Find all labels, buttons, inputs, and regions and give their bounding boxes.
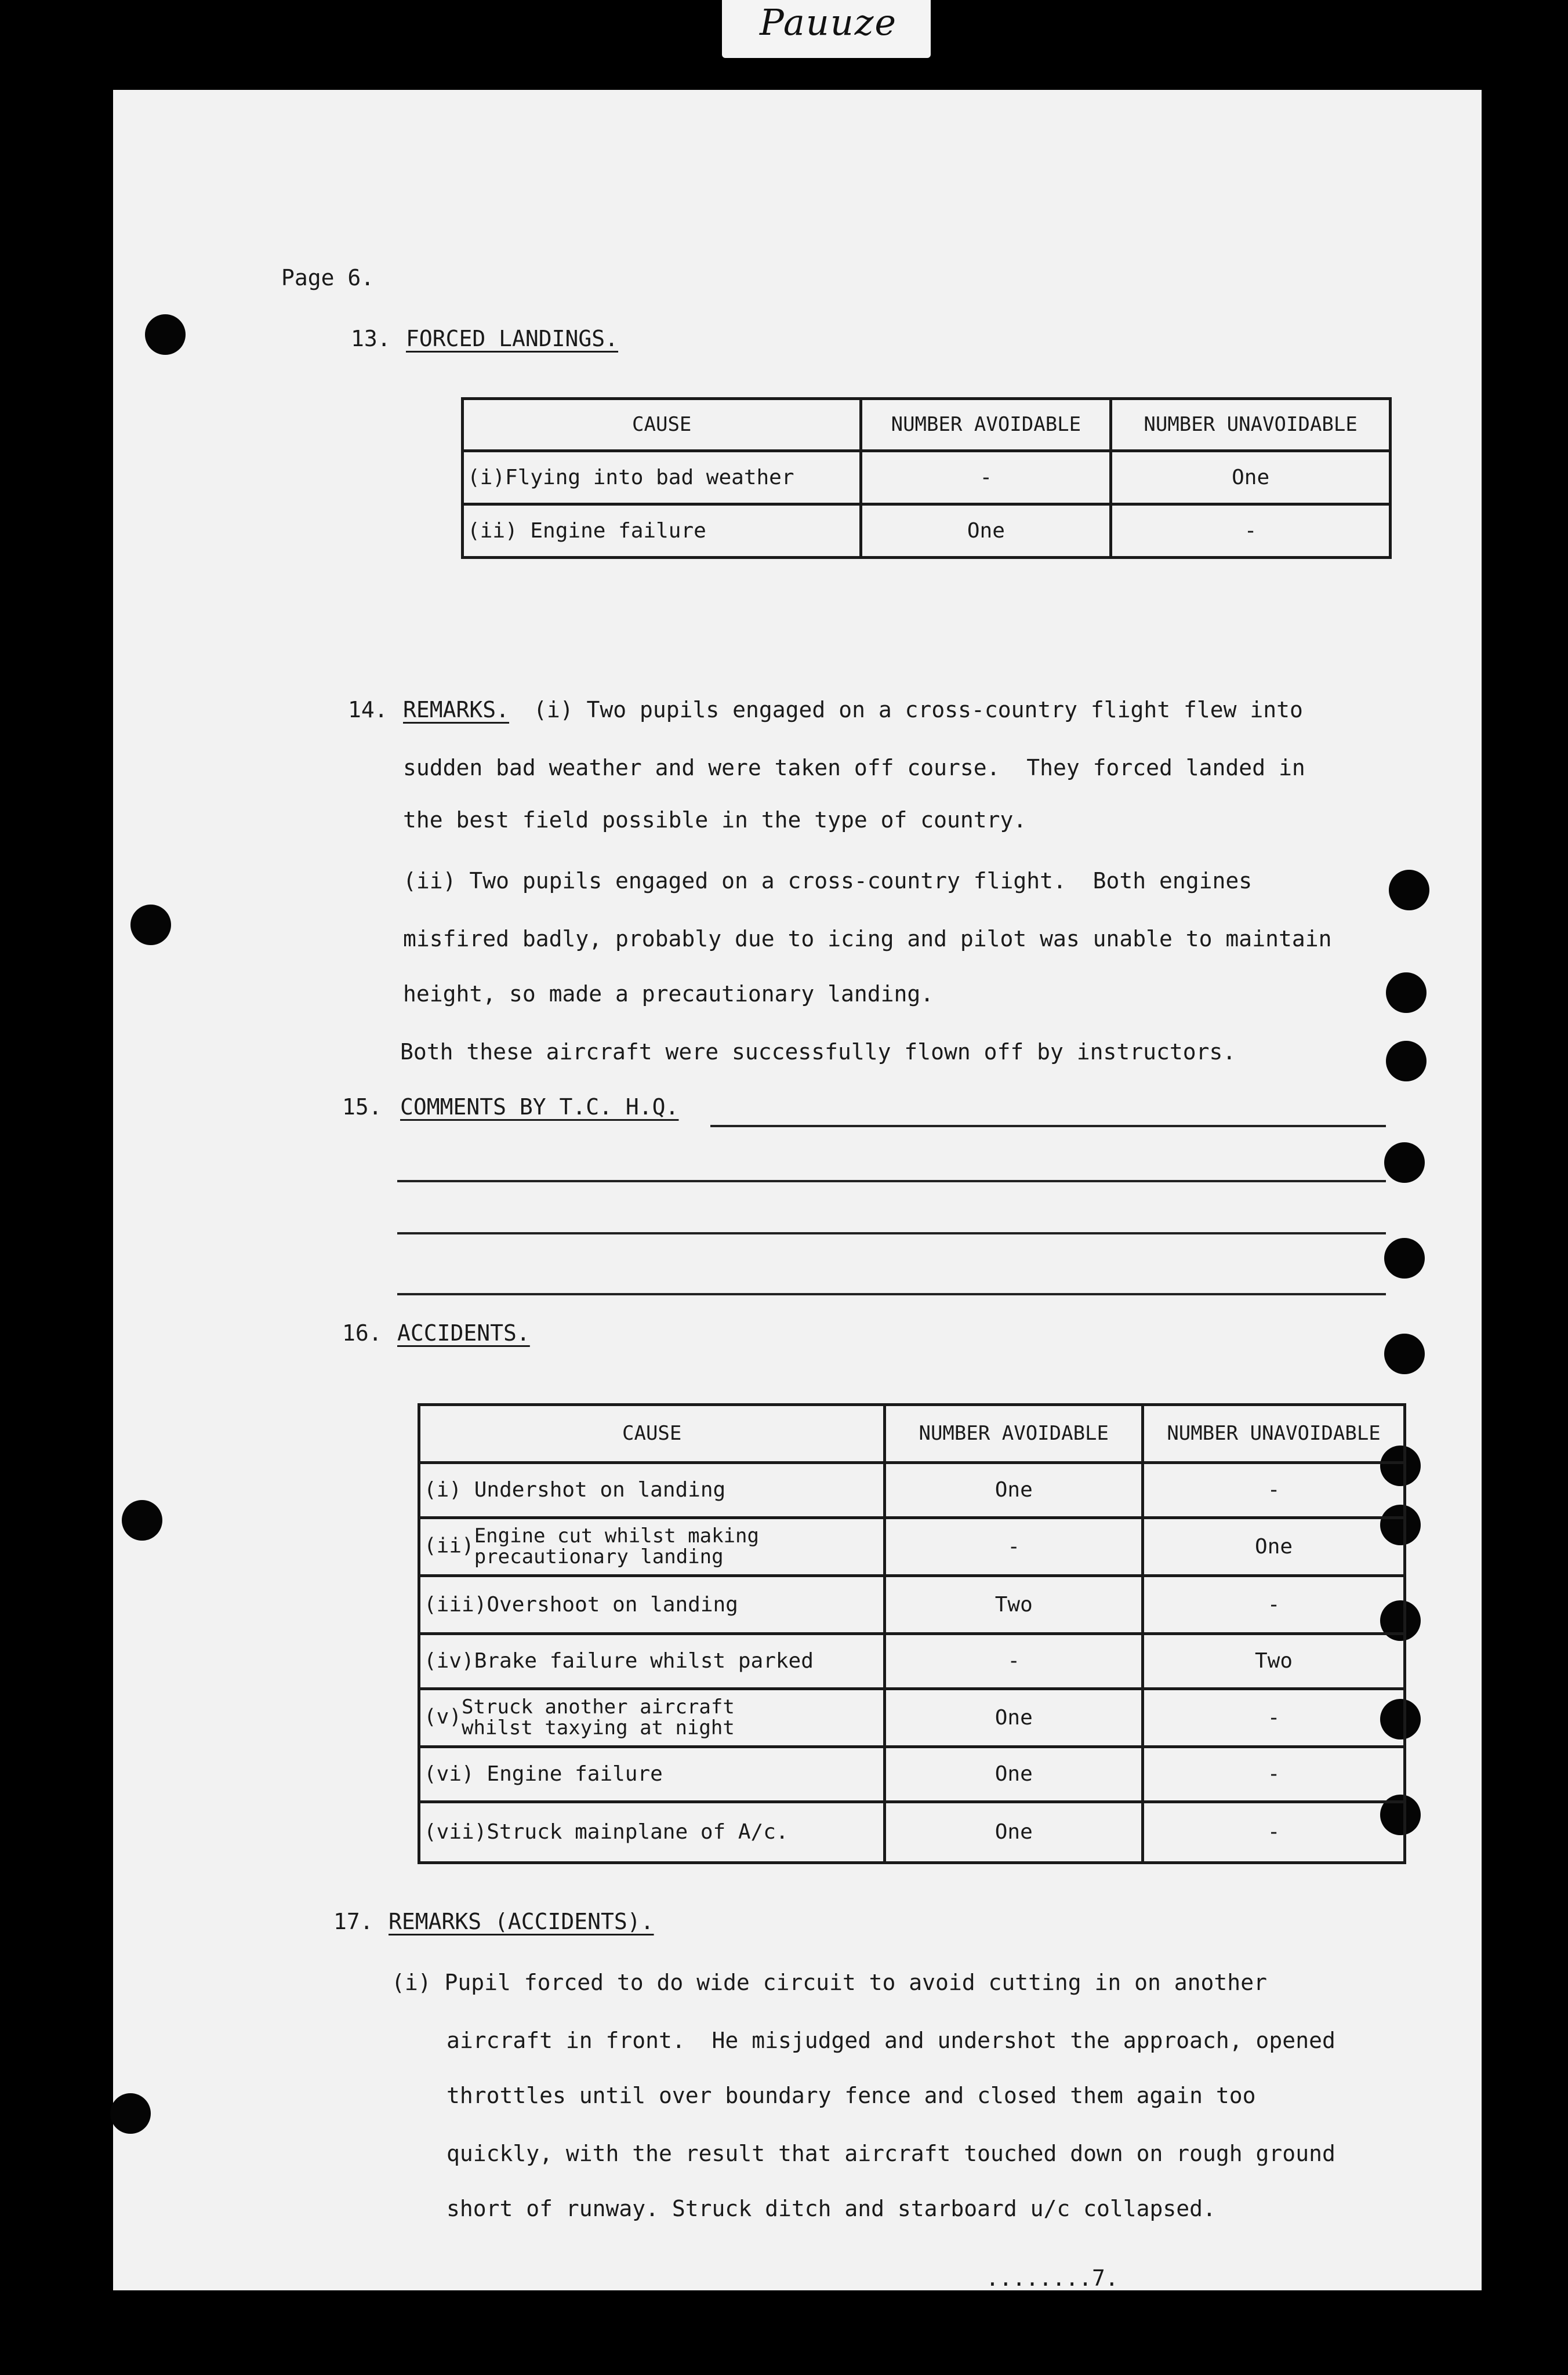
cause-text: Engine cut whilst making bbox=[474, 1524, 759, 1548]
section-15-title: COMMENTS BY T.C. H.Q. bbox=[400, 1094, 679, 1120]
section-16-title: ACCIDENTS. bbox=[397, 1320, 530, 1346]
avoidable-cell: - bbox=[861, 451, 1111, 504]
column-header-avoidable: NUMBER AVOIDABLE bbox=[885, 1405, 1143, 1463]
cause-cell: (i)Flying into bad weather bbox=[463, 451, 861, 504]
cause-text: Brake failure whilst parked bbox=[474, 1649, 814, 1673]
avoidable-cell: Two bbox=[885, 1576, 1143, 1634]
unavoidable-cell: - bbox=[1143, 1576, 1405, 1634]
film-label bbox=[722, 0, 931, 58]
remarks-line: (ii) Two pupils engaged on a cross-country flight. Both engines bbox=[403, 868, 1253, 894]
punch-hole bbox=[1386, 972, 1427, 1013]
avoidable-cell: - bbox=[885, 1518, 1143, 1576]
table-row bbox=[419, 1634, 1405, 1689]
punch-hole bbox=[1384, 1238, 1425, 1279]
table-row bbox=[463, 504, 1391, 558]
page-label: Page 6. bbox=[281, 265, 375, 290]
cause-cell bbox=[419, 1634, 885, 1689]
unavoidable-cell: - bbox=[1143, 1747, 1405, 1802]
unavoidable-cell: Two bbox=[1143, 1634, 1405, 1689]
column-header-cause: CAUSE bbox=[463, 399, 861, 451]
comment-line bbox=[397, 1293, 1386, 1295]
cause-cell bbox=[419, 1463, 885, 1518]
unavoidable-cell: One bbox=[1143, 1518, 1405, 1576]
cause-text: Engine failure bbox=[487, 1762, 663, 1786]
unavoidable-cell: One bbox=[1111, 451, 1391, 504]
table-row bbox=[419, 1802, 1405, 1863]
punch-hole bbox=[1389, 870, 1429, 910]
unavoidable-cell: - bbox=[1143, 1689, 1405, 1747]
cause-cell bbox=[419, 1689, 885, 1747]
row-number: (iv) bbox=[424, 1649, 474, 1673]
section-16-number: 16. bbox=[342, 1320, 382, 1346]
remarks-line: Both these aircraft were successfully flown off by instructors. bbox=[400, 1039, 1236, 1065]
cause-text-continued: precautionary landing bbox=[474, 1545, 724, 1568]
punch-hole bbox=[130, 905, 171, 945]
cause-cell bbox=[419, 1747, 885, 1802]
row-number: (v) bbox=[424, 1705, 462, 1729]
unavoidable-cell: - bbox=[1143, 1802, 1405, 1863]
film-label-text: Pauuze bbox=[760, 1, 898, 43]
column-header-unavoidable: NUMBER UNAVOIDABLE bbox=[1143, 1405, 1405, 1463]
punch-hole bbox=[145, 314, 186, 355]
punch-hole bbox=[1384, 1142, 1425, 1183]
cause-cell bbox=[419, 1576, 885, 1634]
section-17-title: REMARKS (ACCIDENTS). bbox=[389, 1909, 654, 1934]
row-number: (vi) bbox=[424, 1762, 474, 1786]
avoidable-cell: One bbox=[861, 504, 1111, 558]
remarks-line: height, so made a precautionary landing. bbox=[403, 981, 934, 1007]
punch-hole bbox=[1384, 1334, 1425, 1374]
avoidable-cell: One bbox=[885, 1802, 1143, 1863]
cause-text: Overshoot on landing bbox=[487, 1592, 738, 1617]
column-header-unavoidable: NUMBER UNAVOIDABLE bbox=[1111, 399, 1391, 451]
cause-cell: (ii) Engine failure bbox=[463, 504, 861, 558]
remarks-line: the best field possible in the type of country. bbox=[403, 807, 1027, 833]
table-row bbox=[463, 451, 1391, 504]
section-15-number: 15. bbox=[342, 1094, 382, 1120]
row-number: (i) bbox=[424, 1478, 462, 1502]
comment-line bbox=[710, 1125, 1386, 1127]
row-number: (ii) bbox=[424, 1534, 474, 1558]
forced-landings-table bbox=[461, 397, 1392, 559]
avoidable-cell: - bbox=[885, 1634, 1143, 1689]
remarks-line: short of runway. Struck ditch and starboard u/c collapsed. bbox=[447, 2196, 1216, 2221]
table-row bbox=[419, 1689, 1405, 1747]
cause-text: Undershot on landing bbox=[474, 1478, 726, 1502]
section-14-title: REMARKS. bbox=[403, 697, 510, 722]
continuation-marker: ........7. bbox=[986, 2265, 1119, 2291]
remarks-line: (i) Pupil forced to do wide circuit to avoid cutting in on another bbox=[391, 1970, 1267, 1995]
section-17-number: 17. bbox=[333, 1909, 373, 1934]
section-14-number: 14. bbox=[348, 697, 388, 722]
column-header-avoidable: NUMBER AVOIDABLE bbox=[861, 399, 1111, 451]
avoidable-cell: One bbox=[885, 1463, 1143, 1518]
cause-text: Struck another aircraft bbox=[462, 1695, 735, 1719]
remarks-line: (i) Two pupils engaged on a cross-country flight flew into bbox=[533, 697, 1303, 722]
cause-cell bbox=[419, 1802, 885, 1863]
table-row bbox=[419, 1518, 1405, 1576]
remarks-line: aircraft in front. He misjudged and undershot the approach, opened bbox=[447, 2028, 1335, 2053]
remarks-line: quickly, with the result that aircraft touched down on rough ground bbox=[447, 2141, 1335, 2166]
row-number: (iii) bbox=[424, 1592, 487, 1617]
column-header-cause: CAUSE bbox=[419, 1405, 885, 1463]
remarks-line: sudden bad weather and were taken off course. They forced landed in bbox=[403, 755, 1305, 780]
comment-line bbox=[397, 1232, 1386, 1234]
avoidable-cell: One bbox=[885, 1747, 1143, 1802]
cause-cell bbox=[419, 1518, 885, 1576]
section-13-number: 13. bbox=[351, 326, 391, 351]
punch-hole bbox=[110, 2093, 151, 2134]
avoidable-cell: One bbox=[885, 1689, 1143, 1747]
comment-line bbox=[397, 1180, 1386, 1182]
remarks-line: throttles until over boundary fence and closed them again too bbox=[447, 2083, 1256, 2108]
unavoidable-cell: - bbox=[1143, 1463, 1405, 1518]
document-page bbox=[113, 90, 1482, 2290]
table-row bbox=[419, 1747, 1405, 1802]
cause-text-continued: whilst taxying at night bbox=[462, 1716, 735, 1740]
section-13-title: FORCED LANDINGS. bbox=[406, 326, 619, 351]
punch-hole bbox=[1386, 1041, 1427, 1081]
remarks-line: misfired badly, probably due to icing and pilot was unable to maintain bbox=[403, 926, 1332, 952]
table-row bbox=[419, 1576, 1405, 1634]
cause-text: Struck mainplane of A/c. bbox=[487, 1820, 789, 1844]
table-row bbox=[419, 1463, 1405, 1518]
accidents-table bbox=[418, 1403, 1406, 1864]
unavoidable-cell: - bbox=[1111, 504, 1391, 558]
row-number: (vii) bbox=[424, 1820, 487, 1844]
punch-hole bbox=[122, 1500, 162, 1541]
